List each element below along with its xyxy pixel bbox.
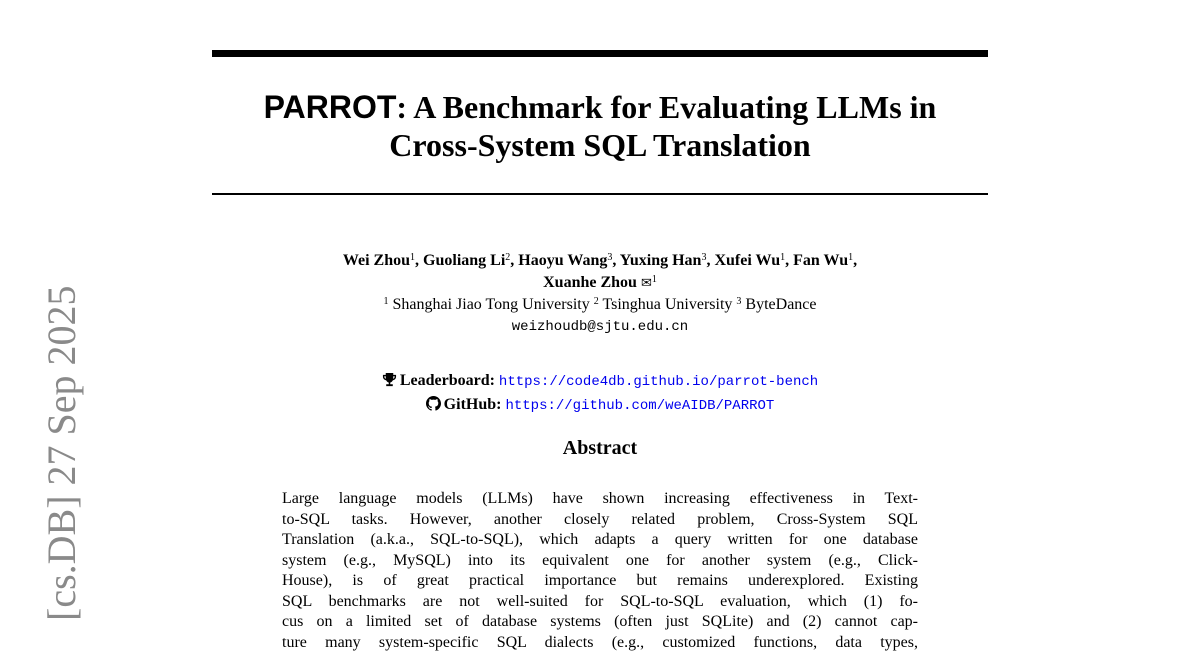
abstract-line: system (e.g., MySQL) into its equivalent one for another system (e.g., Click- (282, 551, 918, 572)
abstract-line: ture many system-specific SQL dialects (e.g., customized functions, data types, (282, 633, 918, 653)
abstract-heading: Abstract (212, 436, 988, 460)
trophy-icon (382, 372, 397, 394)
abstract-text (282, 489, 918, 653)
leaderboard-link-row (212, 370, 988, 394)
abstract-line: Translation (a.k.a., SQL-to-SQL), which adapts a query written for one database (282, 530, 918, 551)
contact-email[interactable]: weizhoudb@sjtu.edu.cn (212, 316, 988, 338)
author: Yuxing Han$^3$, (620, 252, 715, 269)
corresponding-author: Xuanhe Zhou ✉$^1$ (543, 274, 657, 291)
project-links (212, 370, 988, 418)
abstract-line: to-SQL tasks. However, another closely related problem, Cross-System SQL (282, 510, 918, 531)
github-label: GitHub: (444, 396, 502, 413)
abstract-line: cus on a limited set of database systems (often just SQLite) and (2) cannot cap- (282, 612, 918, 633)
title-bottom-rule (212, 193, 988, 195)
envelope-icon: ✉ (641, 276, 652, 291)
github-icon (426, 396, 441, 418)
author-list (212, 250, 988, 295)
github-link-row (212, 394, 988, 418)
leaderboard-label: Leaderboard: (400, 372, 495, 389)
paper-title (212, 88, 988, 164)
github-link[interactable]: https://github.com/weAIDB/PARROT (505, 398, 774, 414)
affiliations: $^1$ Shanghai Jiao Tong University $^2$ Tsinghua University $^3$ ByteDance (212, 294, 988, 316)
author: Xufei Wu$^1$, (714, 252, 793, 269)
author: Wei Zhou$^1$, (343, 252, 423, 269)
arxiv-side-stamp: [cs.DB] 27 Sep 2025 (36, 341, 88, 621)
title-brand: PARROT (264, 89, 397, 125)
author: Fan Wu$^1$, (793, 252, 857, 269)
author: Guoliang Li$^2$, (423, 252, 518, 269)
abstract-line: House), is of great practical importance but remains underexplored. Existing (282, 571, 918, 592)
title-line2: Cross-System SQL Translation (212, 126, 988, 164)
abstract-line: Large language models (LLMs) have shown increasing effectiveness in Text- (282, 489, 918, 510)
title-line1-rest: : A Benchmark for Evaluating LLMs in (396, 89, 936, 125)
title-top-rule (212, 50, 988, 57)
leaderboard-link[interactable]: https://code4db.github.io/parrot-bench (499, 374, 818, 390)
author: Haoyu Wang$^3$, (518, 252, 619, 269)
abstract-line: SQL benchmarks are not well-suited for SQL-to-SQL evaluation, which (1) fo- (282, 592, 918, 613)
